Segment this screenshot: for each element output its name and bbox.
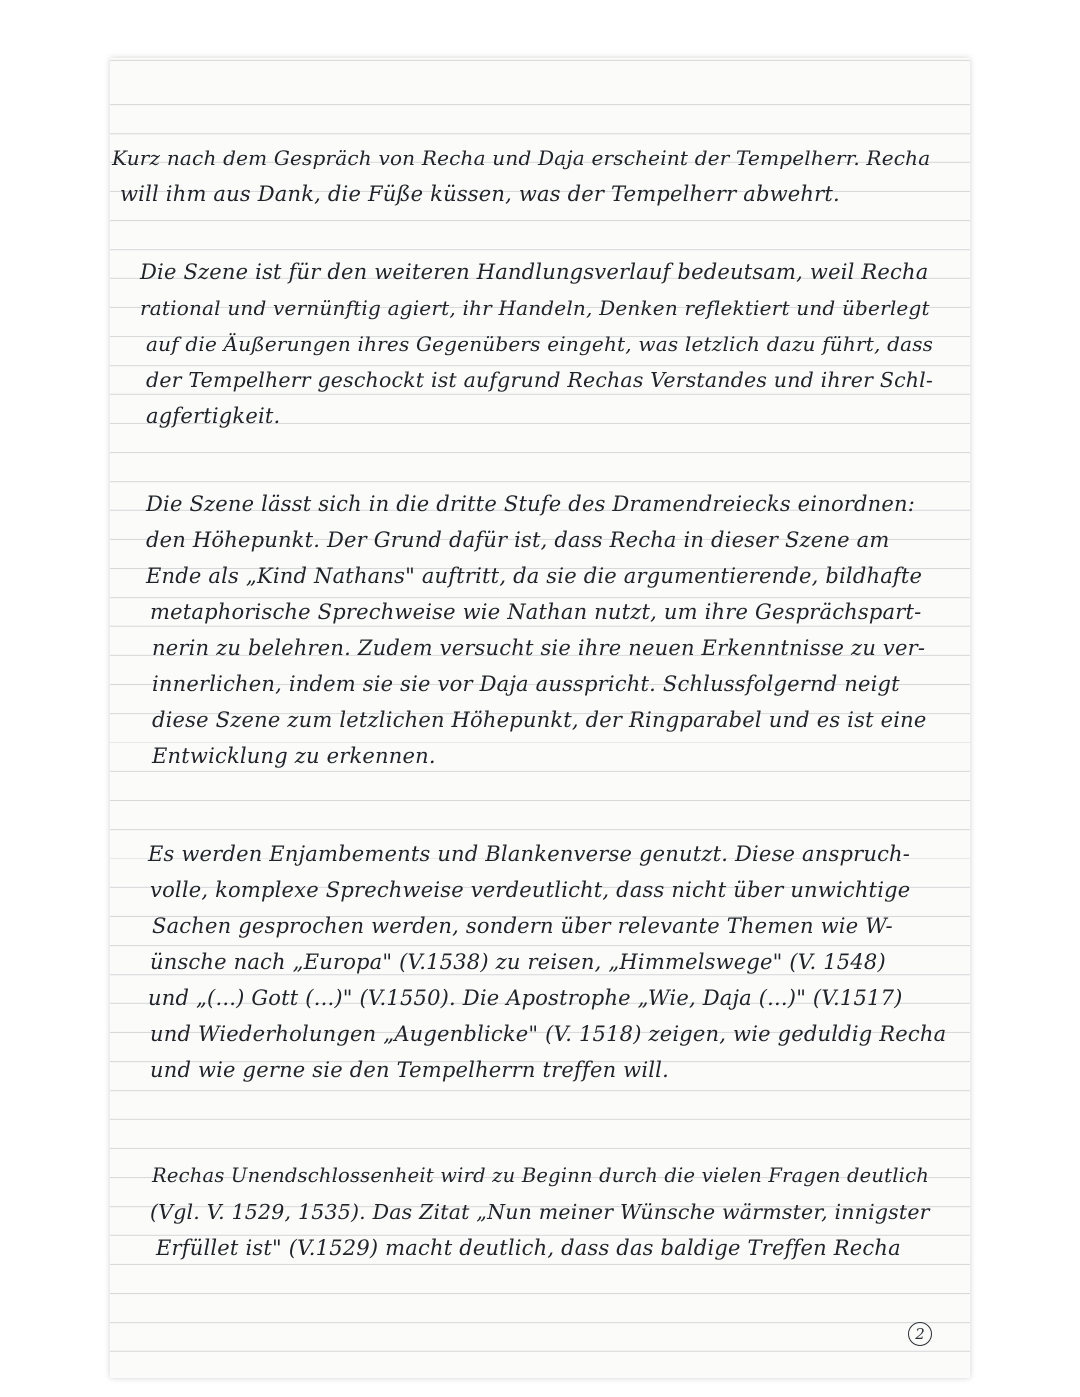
text-line: rational und vernünftig agiert, ihr Handeln, Denken reflektiert und überlegt	[140, 296, 930, 320]
text-line: (Vgl. V. 1529, 1535). Das Zitat „Nun meiner Wünsche wärmster, innigster	[150, 1200, 930, 1224]
paragraph-4	[110, 836, 970, 1088]
notebook-page	[110, 58, 970, 1378]
text-line: Entwicklung zu erkennen.	[152, 744, 436, 768]
text-line: nerin zu belehren. Zudem versucht sie ihre neuen Erkenntnisse zu ver-	[152, 636, 926, 660]
paragraph-2	[110, 254, 970, 434]
text-line: volle, komplexe Sprechweise verdeutlicht, dass nicht über unwichtige	[150, 878, 911, 902]
text-line: Erfüllet ist" (V.1529) macht deutlich, dass das baldige Treffen Recha	[156, 1236, 901, 1260]
text-line: agfertigkeit.	[146, 404, 281, 428]
paragraph-1	[110, 140, 970, 212]
text-line: auf die Äußerungen ihres Gegenübers eingeht, was letzlich dazu führt, dass	[146, 332, 934, 356]
paragraph-5	[110, 1158, 970, 1266]
text-line: ünsche nach „Europa" (V.1538) zu reisen, „Himmelswege" (V. 1548)	[150, 950, 886, 974]
text-line: und Wiederholungen „Augenblicke" (V. 1518) zeigen, wie geduldig Recha	[150, 1022, 947, 1046]
text-line: und „(...) Gott (...)" (V.1550). Die Apostrophe „Wie, Daja (...)" (V.1517)	[148, 986, 903, 1010]
paragraph-3	[110, 486, 970, 774]
page-number: 2	[908, 1322, 932, 1346]
text-line: Es werden Enjambements und Blankenverse genutzt. Diese anspruch-	[148, 842, 911, 866]
text-line: Kurz nach dem Gespräch von Recha und Daja erscheint der Tempelherr. Recha	[112, 146, 931, 170]
text-line: Ende als „Kind Nathans" auftritt, da sie die argumentierende, bildhafte	[146, 564, 923, 588]
text-line: Die Szene lässt sich in die dritte Stufe des Dramendreiecks einordnen:	[146, 492, 916, 516]
text-line: metaphorische Sprechweise wie Nathan nutzt, um ihre Gesprächspart-	[150, 600, 922, 624]
text-line: der Tempelherr geschockt ist aufgrund Rechas Verstandes und ihrer Schl-	[146, 368, 934, 392]
bleed-through-text	[934, 90, 940, 114]
text-line: und wie gerne sie den Tempelherrn treffen will.	[150, 1058, 669, 1082]
text-line: will ihm aus Dank, die Füße küssen, was der Tempelherr abwehrt.	[120, 182, 840, 206]
text-line: diese Szene zum letzlichen Höhepunkt, der Ringparabel und es ist eine	[152, 708, 927, 732]
text-line: Rechas Unendschlossenheit wird zu Beginn durch die vielen Fragen deutlich	[152, 1164, 929, 1187]
text-line: innerlichen, indem sie sie vor Daja ausspricht. Schlussfolgernd neigt	[152, 672, 900, 696]
text-line: Sachen gesprochen werden, sondern über relevante Themen wie W-	[152, 914, 893, 938]
text-line: den Höhepunkt. Der Grund dafür ist, dass Recha in dieser Szene am	[146, 528, 890, 552]
text-line: Die Szene ist für den weiteren Handlungsverlauf bedeutsam, weil Recha	[140, 260, 929, 284]
